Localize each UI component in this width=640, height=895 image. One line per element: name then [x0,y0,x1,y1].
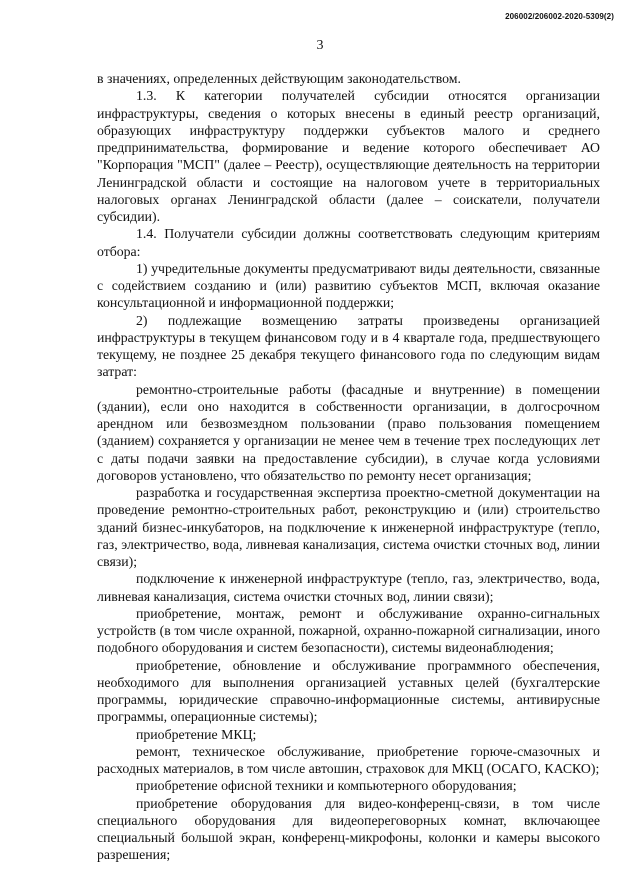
document-id: 206002/206002-2020-5309(2) [505,12,614,21]
expense-item-design-documentation: разработка и государственная экспертиза проектно-сметной документации на проведение ремонтно-строительных работ, реконструкцию и (или) строительство зданий бизнес-инкубаторов, на подключение к инженерной инфраструктуре (тепло, газ, электричество, вода, ливневая канализация, система очистки сточных вод, линии связи); [97,485,600,569]
paragraph-clause-1-4: 1.4. Получатели субсидии должны соответствовать следующим критериям отбора: [97,226,600,259]
expense-item-office-equipment: приобретение офисной техники и компьютерного оборудования; [136,778,517,794]
document-body [97,70,600,864]
expense-item-software: приобретение, обновление и обслуживание программного обеспечения, необходимого для выполнения организацией уставных целей (бухгалтерские программы, юридические справочно-информационные системы, антивирусные программы, операционные системы); [97,657,600,725]
expense-item-utility-connection: подключение к инженерной инфраструктуре (тепло, газ, электричество, вода, ливневая канализация, система очистки сточных вод, линии связи); [97,571,600,604]
expense-item-mkc-maintenance: ремонт, техническое обслуживание, приобретение горюче-смазочных и расходных материалов, в том числе автошин, страховок для МКЦ (ОСАГО, КАСКО); [97,743,600,776]
paragraph-criterion-2: 2) подлежащие возмещению затраты произведены организацией инфраструктуры в текущем финансовом году и в 4 квартале года, предшествующего текущему, не позднее 25 декабря текущего финансового года по следующим видам затрат: [97,312,600,380]
paragraph-clause-1-3: 1.3. К категории получателей субсидии относятся организации инфраструктуры, сведения о которых внесены в единый реестр организаций, образующих инфраструктуру поддержки субъектов малого и среднего предпринимательства, формирование и ведение которого обеспечивает АО "Корпорация "МСП" (далее – Реестр), осуществляющие деятельность на территории Ленинградской области и состоящие на налоговом учете в территориальных налоговых органах Ленинградской области (далее – соискатели, получатели субсидии). [97,88,600,224]
expense-item-repair-works: ремонтно-строительные работы (фасадные и внутренние) в помещении (здании), если оно находится в собственности организации, в долгосрочном арендном или безвозмездном пользовании (право пользования помещением (зданием) сохраняется у организации не менее чем в течение трех последующих лет с даты подачи заявки на предоставление субсидии), в случае когда условиями договоров установлено, что обязательство по ремонту несет организация; [97,381,600,483]
expense-item-video-conference: приобретение оборудования для видео-конференц-связи, в том числе специального оборудования для видеопереговорных комнат, включающее специальный большой экран, конференц-микрофоны, колонки и камеры высокого разрешения; [97,795,600,863]
paragraph-criterion-1: 1) учредительные документы предусматривают виды деятельности, связанные с содействием созданию и (или) развитию субъектов МСП, включая оказание консультационной и информационной поддержки; [97,260,600,311]
paragraph-continuation: в значениях, определенных действующим законодательством. [97,71,461,86]
expense-item-security-systems: приобретение, монтаж, ремонт и обслуживание охранно-сигнальных устройств (в том числе охранной, пожарной, охранно-пожарной сигнализации, иного подобного оборудования и систем безопасности), системы видеонаблюдения; [97,605,600,656]
page-number: 3 [316,38,324,53]
expense-item-mkc-purchase: приобретение МКЦ; [136,726,257,742]
